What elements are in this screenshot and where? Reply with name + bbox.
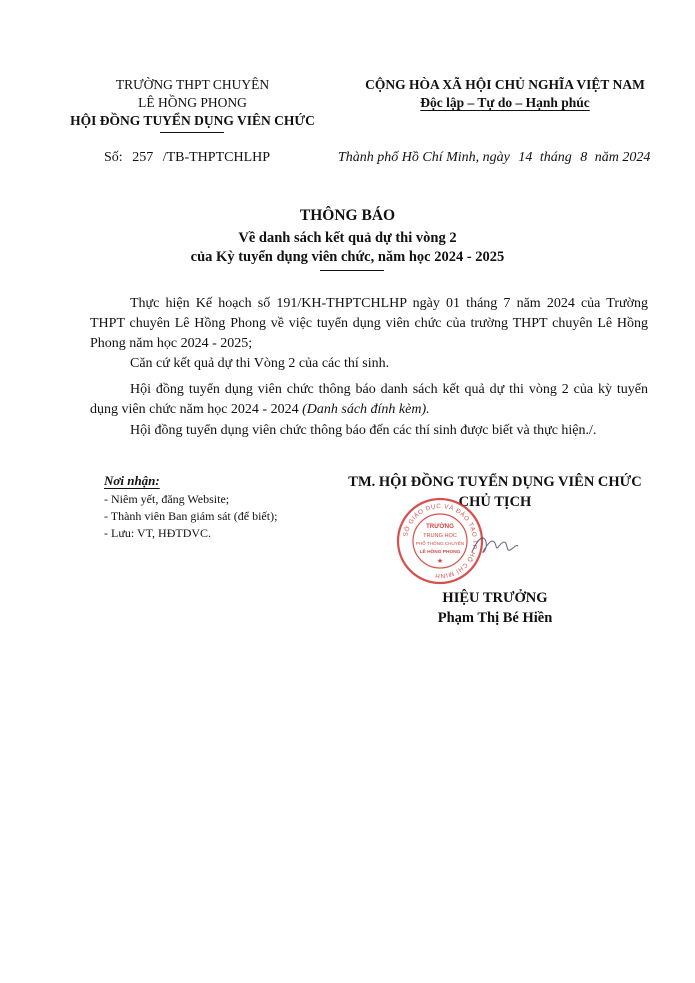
signature-authority <box>320 472 670 512</box>
recipient-item: - Lưu: VT, HĐTDVC. <box>104 526 212 540</box>
body-paragraph-4: Hội đồng tuyển dụng viên chức thông báo đến các thí sinh được biết và thực hiện./. <box>130 423 597 438</box>
seal-inner-line-4: LÊ HỒNG PHONG <box>419 550 461 555</box>
date-day: 14 <box>518 150 533 165</box>
place-date-prefix: Thành phố Hồ Chí Minh, ngày <box>338 150 510 165</box>
date-year: năm 2024 <box>594 150 651 165</box>
signature-line-2: CHỦ TỊCH <box>458 494 532 510</box>
document-title: THÔNG BÁO <box>299 207 396 224</box>
handwritten-signature <box>470 528 520 562</box>
number-label: Số: <box>104 150 123 165</box>
seal-ring-text: SỞ GIÁO DỤC VÀ ĐÀO TẠO TP HỒ CHÍ MINH <box>402 502 479 580</box>
number-code: /TB-THPTCHLHP <box>162 150 271 165</box>
seal-inner-line-1: TRƯỜNG <box>426 523 454 530</box>
recipients-label: Nơi nhận: <box>104 473 160 488</box>
signature-line-1: TM. HỘI ĐỒNG TUYỂN DỤNG VIÊN CHỨC <box>348 474 642 490</box>
seal-inner-line-2: TRUNG HỌC <box>423 533 457 539</box>
body-paragraph-1: Thực hiện Kế hoạch số 191/KH-THPTCHLHP ngày 01 tháng 7 năm 2024 của Trường THPT chuyên Lê Hồng Phong về việc tuyển dụng viên chức của trường THPT chuyên Lê Hồng Phong năm học 2024 - 2025; <box>90 296 648 351</box>
body-paragraph-2: Căn cứ kết quả dự thi Vòng 2 của các thí sinh. <box>130 356 390 371</box>
recipient-item: - Niêm yết, đăng Website; <box>104 492 230 506</box>
date-month: 8 <box>580 150 588 165</box>
seal-inner-line-3: PHỔ THÔNG CHUYÊN <box>415 541 465 546</box>
signatory <box>320 588 670 628</box>
body-paragraph-3 <box>90 380 648 420</box>
signatory-name: Phạm Thị Bé Hiền <box>437 610 553 626</box>
nation-line-1: CỘNG HÒA XÃ HỘI CHỦ NGHĨA VIỆT NAM <box>365 77 645 92</box>
org-underline <box>160 132 224 133</box>
document-subtitle-1: Về danh sách kết quả dự thi vòng 2 <box>238 230 457 246</box>
nation-motto: Độc lập – Tự do – Hạnh phúc <box>420 95 590 110</box>
place-date <box>338 150 650 166</box>
title-underline <box>320 270 384 271</box>
national-header <box>340 76 670 112</box>
seal-star-icon: ★ <box>436 557 444 565</box>
org-line-3: HỘI ĐỒNG TUYỂN DỤNG VIÊN CHỨC <box>70 113 315 128</box>
body-paragraph-3-text: Hội đồng tuyển dụng viên chức thông báo danh sách kết quả dự thi vòng 2 của kỳ tuyển dụng viên chức năm học 2024 - 2024 <box>90 382 648 417</box>
body-paragraph-3-attachment: (Danh sách đính kèm). <box>302 402 430 417</box>
signatory-title: HIỆU TRƯỞNG <box>442 590 548 606</box>
org-line-1: TRƯỜNG THPT CHUYÊN <box>115 77 270 92</box>
date-month-label: tháng <box>539 150 572 165</box>
recipients-block <box>104 472 277 542</box>
document-subtitle-2: của Kỳ tuyển dụng viên chức, năm học 2024 - 2025 <box>190 249 505 265</box>
org-line-2: LÊ HỒNG PHONG <box>138 95 247 110</box>
document-number <box>104 150 270 166</box>
number-value: 257 <box>132 150 154 165</box>
recipient-item: - Thành viên Ban giám sát (để biết); <box>104 509 278 523</box>
issuing-organization <box>60 76 325 130</box>
